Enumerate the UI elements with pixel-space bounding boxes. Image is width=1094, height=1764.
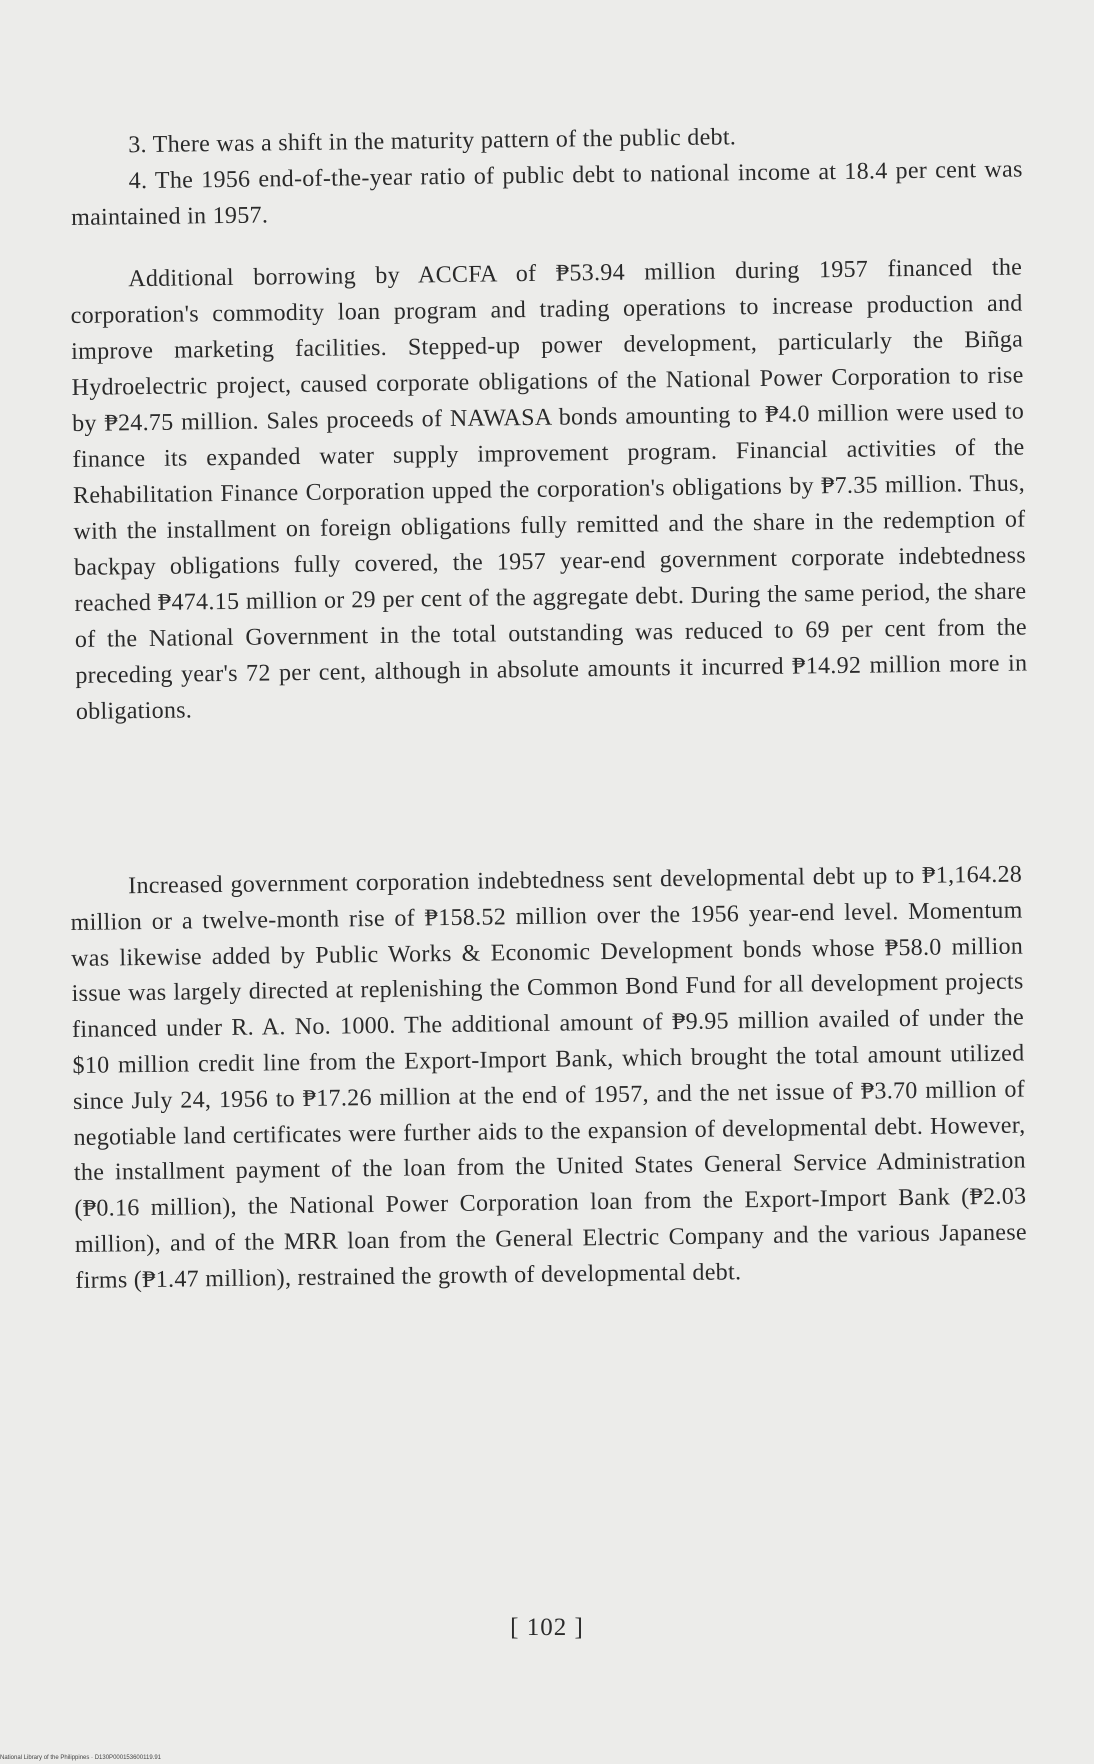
- paragraph-developmental-debt: Increased government corporation indebtedness sent developmental debt up to ₱1,164.28 million or a twelve-month rise of ₱158.52 million over the 1956 year-end level. Momentum was likewise added by Public Works & Economic Development bonds whose ₱58.0 million issue was largely directed at replenishing the Common Bond Fund for all development projects financed under R. A. No. 1000. The additional amount of ₱9.95 million availed of under the $10 million credit line from the Export-Import Bank, which brought the total amount utilized since July 24, 1956 to ₱17.26 million at the end of 1957, and the net issue of ₱3.70 million of negotiable land certificates were further aids to the expansion of developmental debt. However, the installment payment of the loan from the United States General Service Administration (₱0.16 million), the National Power Corporation loan from the Export-Import Bank (₱2.03 million), and of the MRR loan from the General Electric Company and the various Japanese firms (₱1.47 million), restrained the growth of developmental debt.: [70, 861, 1027, 1294]
- list-item-text: There was a shift in the maturity pattern of the public debt.: [152, 124, 737, 158]
- list-item-text: The 1956 end-of-the-year ratio of public debt to national income at 18.4 per cent was maintained in 1957.: [71, 156, 1023, 231]
- page-number: [ 102 ]: [510, 1614, 584, 1641]
- list-item-number: 4.: [128, 167, 148, 195]
- list-item-number: 3.: [128, 131, 148, 159]
- paragraph-block-developmental: [70, 858, 1028, 1300]
- scan-footer-note: National Library of the Philippines · D130P000153600119.91: [0, 1755, 162, 1761]
- paragraph-corporate-borrowing: Additional borrowing by ACCFA of ₱53.94 million during 1957 financed the corporation's commodity loan program and trading operations to increase production and improve marketing facilities. Stepped-up power development, particularly the Biñga Hydroelectric project, caused corporate obligations of the National Power Corporation to rise by ₱24.75 million. Sales proceeds of NAWASA bonds amounting to ₱4.0 million were used to finance its expanded water supply improvement program. Financial activities of the Rehabilitation Finance Corporation upped the corporation's obligations by ₱7.35 million. Thus, with the installment on foreign obligations fully remitted and the share in the redemption of backpay obligations fully covered, the 1957 year-end government corporate indebtedness reached ₱474.15 million or 29 per cent of the aggregate debt. During the same period, the share of the National Government in the total outstanding was reduced to 69 per cent from the preceding year's 72 per cent, although in absolute amounts it incurred ₱14.92 million more in obligations.: [70, 254, 1028, 725]
- paragraph-block-accfa: [70, 250, 1028, 730]
- list-item-4: [70, 152, 1023, 236]
- numbered-list: [70, 116, 1023, 236]
